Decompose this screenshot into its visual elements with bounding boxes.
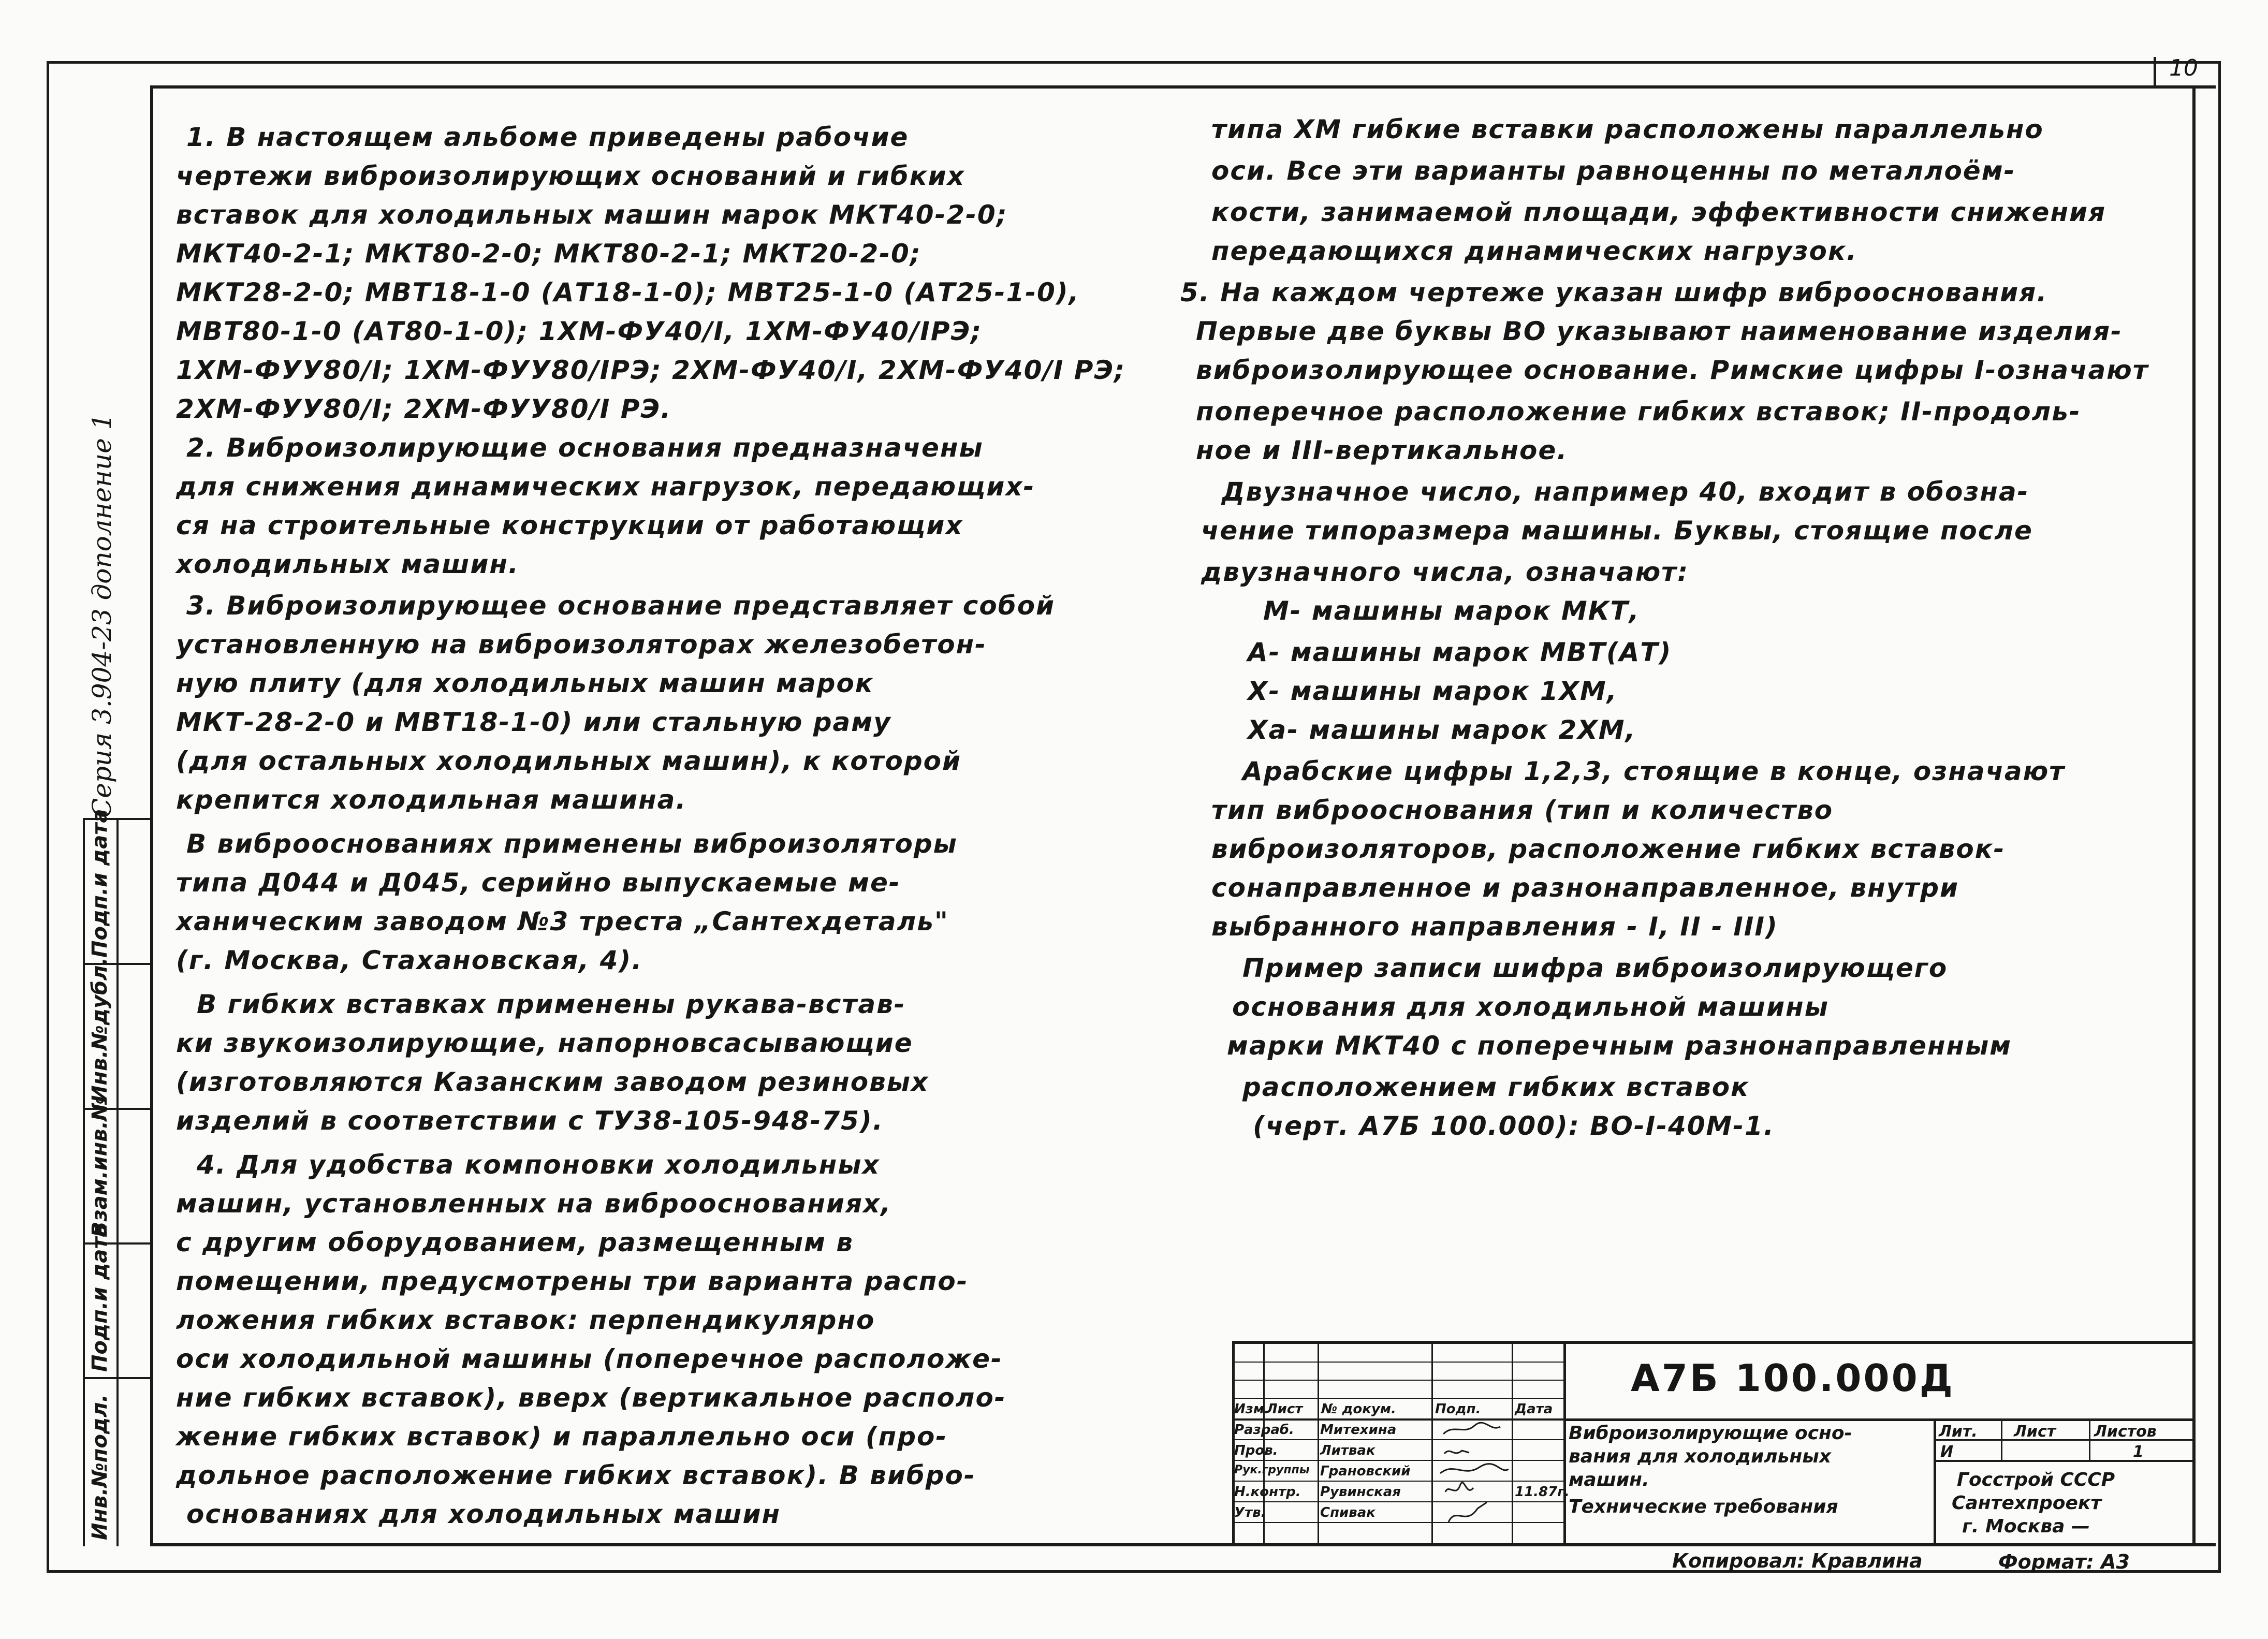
text-line: ложения гибких вставок: перпендикулярно [176,1305,875,1335]
text-line: В виброоснованиях применены виброизоляторы [186,829,958,859]
text-line: (черт. А7Б 100.000): ВО-I-40М-1. [1253,1111,1775,1141]
page-number: 10 [2169,55,2198,81]
text-line: 3. Виброизолирующее основание представляет собой [186,591,1056,621]
text-line: кости, занимаемой площади, эффективности снижения [1211,197,2106,227]
text-line: с другим оборудованием, размещенным в [176,1227,854,1257]
tb-v4 [1512,1341,1513,1546]
text-line: МКТ40-2-1; МКТ80-2-0; МКТ80-2-1; МКТ20-2-0; [176,239,921,269]
tb-h4 [1232,1418,1563,1421]
text-line: помещении, предусмотрены три варианта распо- [176,1266,969,1296]
stamp-cell-4: Инв.№дубл. [88,957,112,1103]
tb-col-doc: № докум. [1321,1401,1396,1417]
tb-lit-value: И [1940,1443,1954,1461]
frame-top [150,85,2216,89]
footer-copied-by: Копировал: Кравлина [1672,1549,1923,1572]
tb-org-line-2: Сантехпроект [1952,1492,2102,1514]
tb-date-note: 11.87г. [1515,1484,1570,1500]
text-line: тип виброоснования (тип и количество [1211,795,1834,825]
frame-right [2192,85,2196,1546]
tb-lit-label: Лит. [1939,1423,1978,1441]
tb-col-date: Дата [1515,1401,1553,1417]
tb-top [1232,1341,2195,1344]
tb-right-h2 [1934,1460,2195,1462]
text-line: 4. Для удобства компоновки холодильных [197,1150,880,1180]
text-line: виброизоляторов, расположение гибких вставок- [1211,834,2006,864]
tb-h6 [1232,1460,1563,1461]
text-line: Первые две буквы ВО указывают наименование изделия- [1196,316,2123,346]
stamp-cell-3: Взам.инв.№ [88,1096,112,1237]
tb-col-izm: Изм. [1234,1401,1269,1417]
stamp-cell-5: Подп.и дата [88,809,112,958]
stamp-strip-line-left [83,818,85,1546]
tb-name-1: Митехина [1320,1422,1397,1438]
text-line: (изготовляются Казанским заводом резиновых [176,1067,929,1097]
text-line: типа Д044 и Д045, серийно выпускаемые ме- [176,868,901,898]
sheet-border-left [47,61,49,1573]
text-line: холодильных машин. [176,549,519,579]
text-line: Ха- машины марок 2ХМ, [1248,715,1636,745]
tb-h3 [1232,1398,1563,1399]
tb-title-line-3: машин. [1569,1469,1649,1490]
tb-org-line-1: Госстрой СССР [1957,1469,2115,1490]
text-line: виброизолирующее основание. Римские цифры I-означают [1196,355,2149,385]
text-line: типа ХМ гибкие вставки расположены параллельно [1211,114,2044,144]
text-line: 2. Виброизолирующие основания предназначены [186,433,984,463]
text-line: Х- машины марок 1ХМ, [1248,676,1618,706]
signature-marks [1433,1420,1512,1546]
sheet-border-right [2218,61,2221,1573]
tb-role-2: Пров. [1234,1443,1278,1458]
tb-h5 [1232,1439,1563,1440]
tb-title-line-4: Технические требования [1569,1496,1838,1517]
text-line: дольное расположение гибких вставок). В вибро- [176,1460,976,1490]
stamp-cell-1: Инв.№подл. [88,1394,112,1540]
tb-name-2: Литвак [1320,1443,1376,1458]
tb-v2 [1318,1341,1319,1546]
text-line: Пример записи шифра виброизолирующего [1242,953,1948,983]
tb-h2 [1232,1380,1563,1381]
text-line: чертежи виброизолирующих оснований и гибких [176,161,965,191]
tb-v5 [1563,1341,1566,1546]
text-line: оси холодильной машины (поперечное расположе- [176,1344,1003,1374]
text-line: 2ХМ-ФУУ80/I; 2ХМ-ФУУ80/I РЭ. [176,394,672,424]
tb-role-4: Н.контр. [1234,1484,1301,1500]
footer-format: Формат: А3 [1998,1550,2130,1573]
tb-role-5: Утв. [1234,1505,1266,1520]
tb-sheets-label: Листов [2094,1423,2157,1441]
text-line: МВТ80-1-0 (АТ80-1-0); 1ХМ-ФУ40/I, 1ХМ-ФУ40/IРЭ; [176,316,983,346]
tb-h9 [1232,1522,1563,1523]
tb-title-line-1: Виброизолирующие осно- [1569,1423,1852,1444]
text-line: расположением гибких вставок [1242,1072,1750,1102]
text-line: жение гибких вставок) и параллельно оси (про- [176,1422,948,1452]
tb-sheet-label: Лист [2014,1423,2056,1441]
text-line: для снижения динамических нагрузок, передающих- [176,472,1035,502]
text-line: основания для холодильной машины [1232,992,1829,1022]
frame-left [150,85,153,1546]
tb-designation: А7Б 100.000Д [1631,1356,1955,1400]
text-line: крепится холодильная машина. [176,785,687,815]
tb-title-line-2: вания для холодильных [1569,1446,1832,1467]
text-line: В гибких вставках применены рукава-встав- [197,989,906,1019]
frame-bottom [150,1543,2216,1546]
tb-h8 [1232,1501,1563,1502]
tb-role-3: Рук.группы [1234,1464,1310,1476]
text-line: ние гибких вставок), вверх (вертикальное располо- [176,1383,1006,1413]
text-line: 5. На каждом чертеже указан шифр виброоснования. [1180,277,2048,308]
text-line: основаниях для холодильных машин [186,1499,781,1529]
tb-h1 [1232,1362,1563,1363]
text-line: МКТ-28-2-0 и МВТ18-1-0) или стальную раму [176,707,891,737]
tb-name-3: Грановский [1320,1464,1411,1479]
sheet-border-top [47,61,2221,64]
tb-col-list: Лист [1266,1401,1303,1417]
tb-col-sign: Подп. [1435,1401,1481,1417]
tb-name-4: Рувинская [1320,1484,1401,1500]
text-line: А- машины марок МВТ(АТ) [1248,637,1672,667]
text-line: изделий в соответствии с ТУ38-105-948-75). [176,1106,884,1136]
text-line: поперечное расположение гибких вставок; II-продоль- [1196,397,2081,427]
text-line: выбранного направления - I, II - III) [1211,912,1778,942]
text-line: ся на строительные конструкции от работающих [176,510,963,540]
tb-h7 [1232,1481,1563,1482]
text-line: 1. В настоящем альбоме приведены рабочие [186,122,909,152]
text-line: машин, установленных на виброоснованиях, [176,1189,892,1219]
text-line: Арабские цифры 1,2,3, стоящие в конце, означают [1242,756,2066,786]
text-line: двузначного числа, означают: [1201,557,1689,587]
text-line: ную плиту (для холодильных машин марок [176,668,874,698]
stamp-strip-line-mid [116,818,119,1546]
tb-role-1: Разраб. [1234,1422,1294,1438]
tb-org-line-3: г. Москва — [1962,1516,2090,1537]
text-line: установленную на виброизоляторах железобетон- [176,630,987,660]
tb-right-v1 [1934,1418,1936,1546]
series-label: Серия 3.904-23 дополнение 1 [87,413,117,818]
text-line: оси. Все эти варианты равноценны по металлоём- [1211,156,2016,186]
text-line: сонаправленное и разнонаправленное, внутри [1211,873,1959,903]
text-line: ки звукоизолирующие, напорновсасывающие [176,1028,913,1058]
stamp-strip-div-4 [83,1377,153,1379]
tb-sheets-value: 1 [2133,1443,2144,1461]
stamp-cell-2: Подп.и дата [88,1223,112,1372]
text-line: Двузначное число, например 40, входит в обозна- [1222,477,2029,507]
text-line: М- машины марок МКТ, [1263,596,1640,626]
text-line: ное и III-вертикальное. [1196,435,1568,465]
text-line: (г. Москва, Стахановская, 4). [176,945,643,975]
page-box-left [2154,57,2156,88]
tb-name-5: Спивак [1320,1505,1376,1520]
text-line: марки МКТ40 с поперечным разнонаправленным [1227,1031,2012,1061]
text-line: вставок для холодильных машин марок МКТ40-2-0; [176,200,1008,230]
text-line: (для остальных холодильных машин), к которой [176,746,962,776]
tb-designation-bottom [1563,1418,2195,1421]
text-line: передающихся динамических нагрузок. [1211,236,1857,266]
text-line: МКТ28-2-0; МВТ18-1-0 (АТ18-1-0); МВТ25-1-0 (АТ25-1-0), [176,277,1080,308]
text-line: чение типоразмера машины. Буквы, стоящие после [1201,516,2033,546]
text-line: ханическим заводом №3 треста „Сантехдеталь" [176,906,949,936]
text-line: 1ХМ-ФУУ80/I; 1ХМ-ФУУ80/IРЭ; 2ХМ-ФУ40/I, 2ХМ-ФУ40/I РЭ; [176,355,1126,385]
